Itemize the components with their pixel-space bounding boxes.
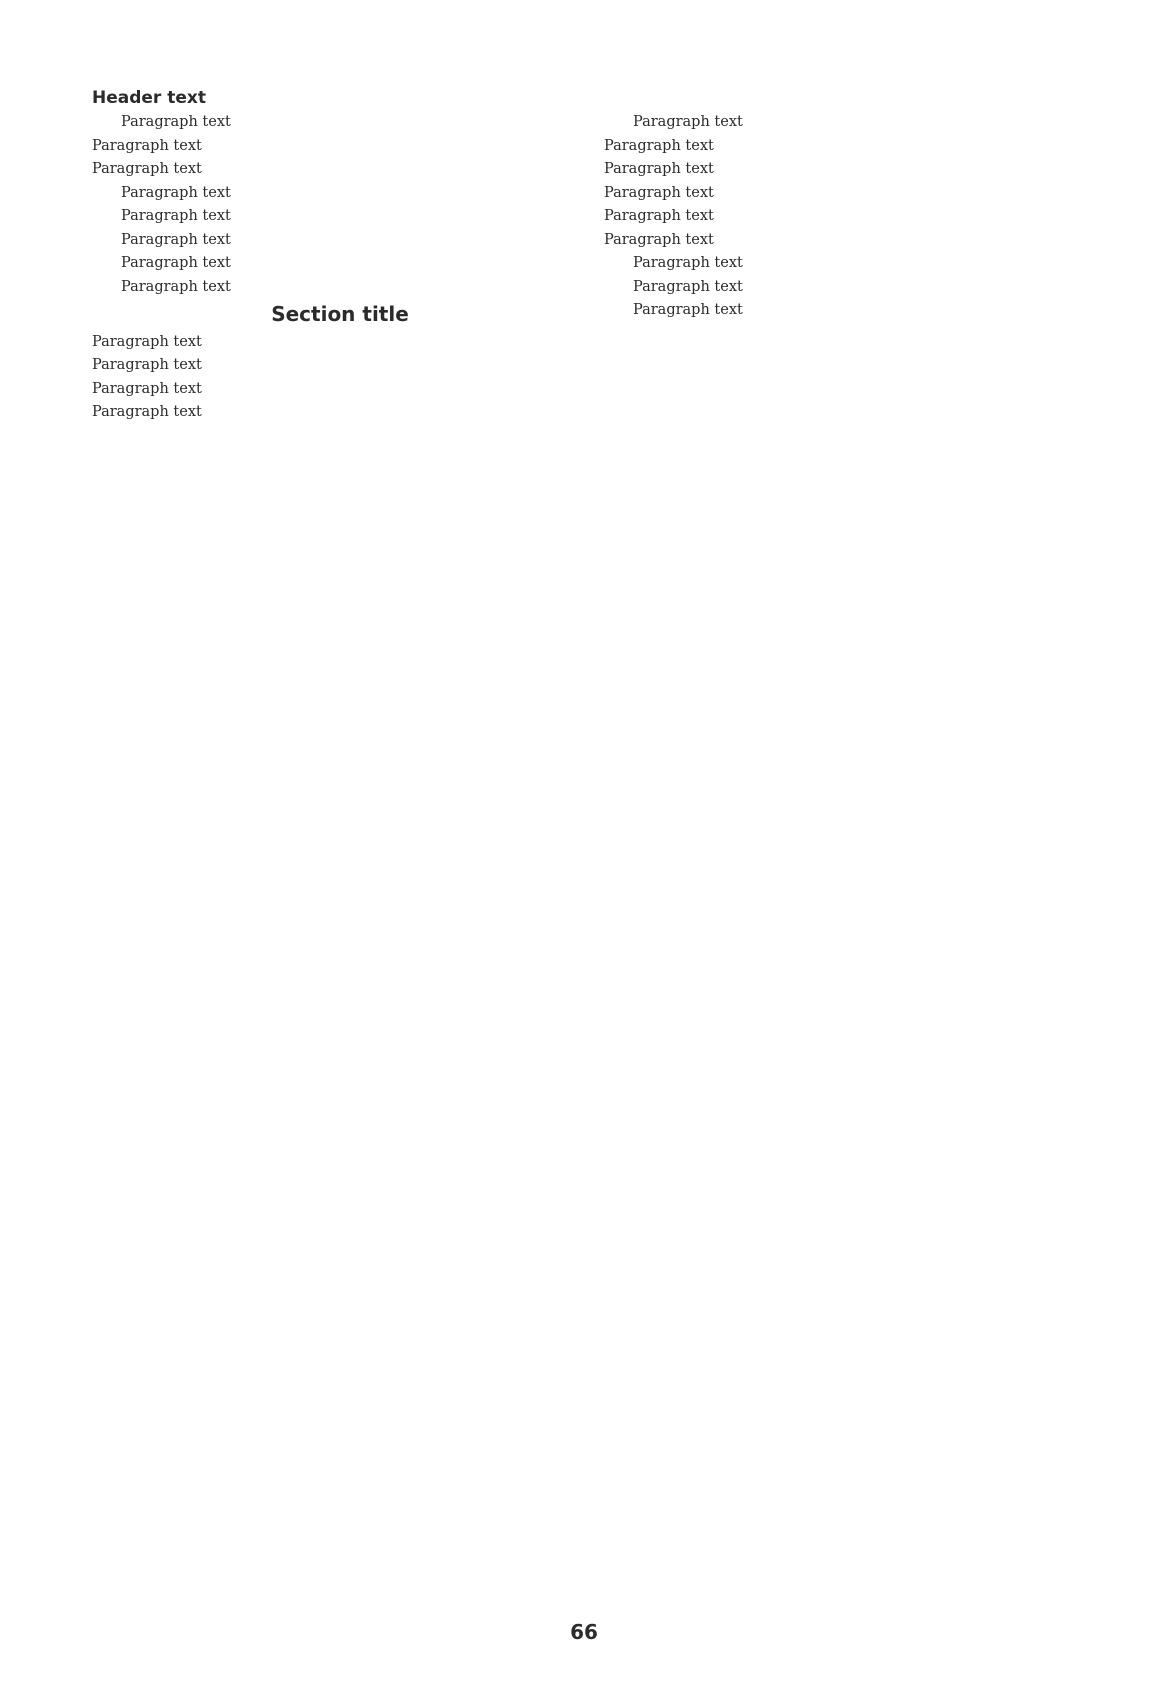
- paragraph: Paragraph text: [633, 114, 743, 130]
- left-paragraphs-top: [92, 112, 588, 298]
- paragraph: Paragraph text: [633, 278, 743, 295]
- section-title: Section title: [271, 302, 409, 326]
- paragraph: Paragraph text: [92, 333, 202, 350]
- paragraph: Paragraph text: [121, 184, 231, 201]
- left-column: [92, 112, 588, 426]
- paragraph: Paragraph text: [604, 161, 714, 177]
- paragraph: Paragraph text: [604, 231, 714, 248]
- paragraph: Paragraph text: [633, 255, 743, 271]
- page-header: Header text: [92, 88, 206, 108]
- paragraph: Paragraph text: [92, 161, 202, 177]
- paragraph: Paragraph text: [92, 137, 202, 154]
- page-number: 66: [570, 1620, 598, 1644]
- paragraph: Paragraph text: [121, 278, 231, 295]
- paragraph: Paragraph text: [121, 255, 231, 271]
- paragraph: Paragraph text: [92, 380, 202, 397]
- paragraph: Paragraph text: [121, 114, 231, 130]
- paragraph: Paragraph text: [633, 302, 743, 318]
- paragraph: Paragraph text: [604, 137, 714, 154]
- paragraph: Paragraph text: [121, 231, 231, 248]
- paragraph: Paragraph text: [604, 184, 714, 201]
- paragraph: Paragraph text: [604, 208, 714, 224]
- left-paragraphs-bottom: [92, 332, 588, 424]
- right-column: [604, 112, 1100, 324]
- paragraph: Paragraph text: [121, 208, 231, 224]
- paragraph: Paragraph text: [92, 357, 202, 373]
- paragraph: Paragraph text: [92, 404, 202, 420]
